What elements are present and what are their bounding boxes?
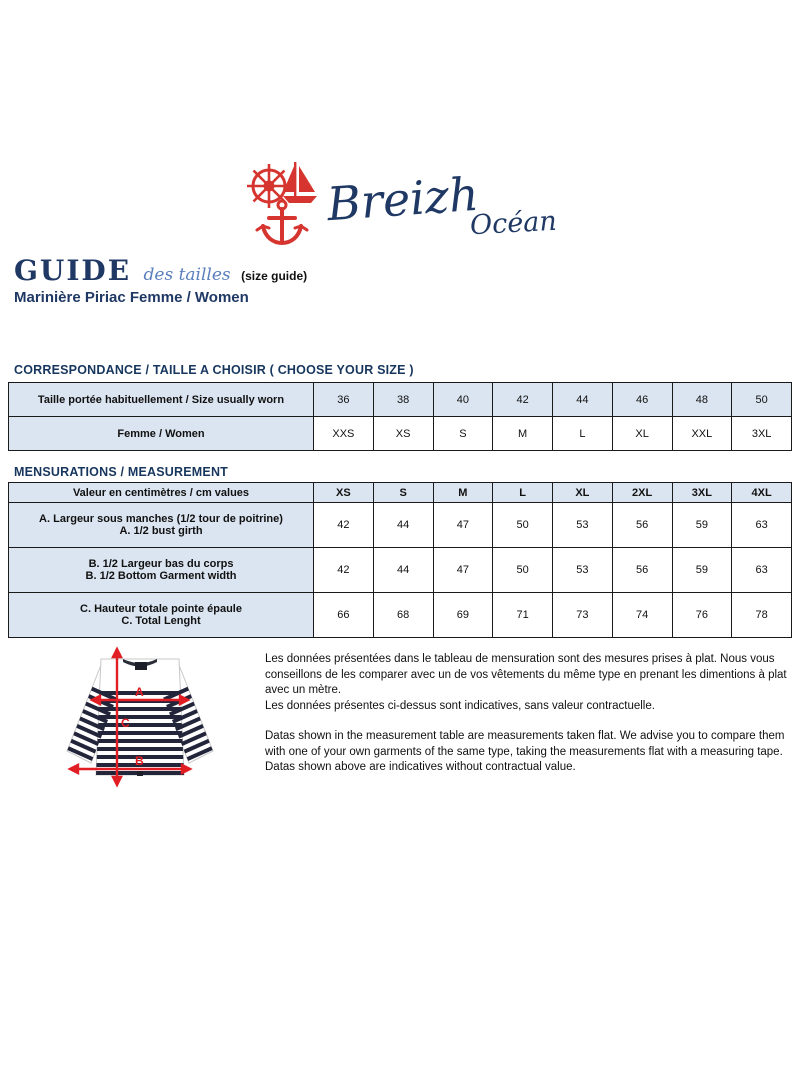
table-row [9,593,792,638]
measure-cell: 59 [672,503,732,548]
row-label: Taille portée habituellement / Size usually worn [9,383,314,417]
size-header: XL [553,483,613,503]
measure-cell: 56 [612,548,672,593]
size-cell: 38 [373,383,433,417]
size-cell: 46 [612,383,672,417]
size-cell: XS [373,417,433,451]
row-label-fr: C. Hauteur totale pointe épaule [80,603,242,615]
size-cell: 44 [553,383,613,417]
size-header: 4XL [732,483,792,503]
row-label: Femme / Women [9,417,314,451]
note-fr-2: Les données présentes ci-dessus sont indicatives, sans valeur contractuelle. [265,699,655,712]
brand-name-first: Breizh [325,166,481,232]
measure-cell: 53 [553,503,613,548]
brand-logo [0,158,800,248]
row-label [9,548,314,593]
anchor-wheel-sailboat-icon [243,158,321,248]
note-en-2: Datas shown above are indicatives without contractual value. [265,761,576,773]
measure-cell: 73 [553,593,613,638]
measurement-title: MENSURATIONS / MEASUREMENT [14,465,229,479]
measure-cell: 42 [314,548,374,593]
measure-cell: 44 [373,548,433,593]
measure-cell: 47 [433,548,493,593]
measure-cell: 42 [314,503,374,548]
measure-cell: 71 [493,593,553,638]
arrow-label-b: B [135,754,144,768]
measure-cell: 69 [433,593,493,638]
size-cell: 40 [433,383,493,417]
size-cell: L [553,417,613,451]
size-cell: 36 [314,383,374,417]
note-fr-1: Les données présentées dans le tableau de mensuration sont des mesures prises à plat. Nous vous conseillons de les comparer avec un de vos vêtements du même type en prenant les dimentions à plat avec un mètre. [265,653,787,696]
correspondance-table [8,382,792,451]
table-row [9,503,792,548]
measure-cell: 66 [314,593,374,638]
size-cell: S [433,417,493,451]
measure-cell: 74 [612,593,672,638]
row-label [9,503,314,548]
table-row [9,383,792,417]
size-header: M [433,483,493,503]
note-en-1: Datas shown in the measurement table are measurements taken flat. We advise you to compare them with one of your own garments of the same type, taking the measurements flat with a measuring tape. [265,730,785,758]
header-label: Valeur en centimètres / cm values [9,483,314,503]
measure-cell: 56 [612,503,672,548]
size-cell: XXL [672,417,732,451]
guide-word: GUIDE [14,254,132,287]
measurement-notes [265,652,793,776]
row-label-fr: B. 1/2 Largeur bas du corps [88,558,234,570]
brand-name-second: Océan [469,205,558,242]
measure-cell: 59 [672,548,732,593]
measure-cell: 76 [672,593,732,638]
size-cell: XXS [314,417,374,451]
size-cell: 42 [493,383,553,417]
size-guide-label: (size guide) [241,269,308,283]
size-cell: 50 [732,383,792,417]
des-tailles-label: des tailles [143,265,231,285]
table-row [9,548,792,593]
row-label-en: A. 1/2 bust girth [119,525,203,537]
row-label-en: C. Total Lenght [121,615,201,627]
size-cell: M [493,417,553,451]
measurement-table [8,482,792,638]
size-header: 3XL [672,483,732,503]
size-header: XS [314,483,374,503]
row-label-fr: A. Largeur sous manches (1/2 tour de poitrine) [39,513,283,525]
arrow-label-c: C [121,716,130,730]
row-label-en: B. 1/2 Bottom Garment width [85,570,237,582]
shirt-measurement-diagram [45,643,235,788]
size-header: 2XL [612,483,672,503]
measure-cell: 53 [553,548,613,593]
size-header: L [493,483,553,503]
size-cell: 48 [672,383,732,417]
measure-cell: 47 [433,503,493,548]
guide-title [14,254,307,287]
table-row [9,417,792,451]
size-cell: 3XL [732,417,792,451]
striped-shirt-image [45,643,235,788]
measure-cell: 63 [732,503,792,548]
correspondance-title: CORRESPONDANCE / TAILLE A CHOISIR ( CHOOSE YOUR SIZE ) [14,363,414,377]
measure-cell: 50 [493,503,553,548]
measure-cell: 50 [493,548,553,593]
measure-cell: 78 [732,593,792,638]
product-title: Marinière Piriac Femme / Women [14,289,249,306]
measure-cell: 63 [732,548,792,593]
table-header-row [9,483,792,503]
size-cell: XL [612,417,672,451]
row-label [9,593,314,638]
measure-cell: 44 [373,503,433,548]
measure-cell: 68 [373,593,433,638]
size-header: S [373,483,433,503]
arrow-label-a: A [135,685,144,699]
